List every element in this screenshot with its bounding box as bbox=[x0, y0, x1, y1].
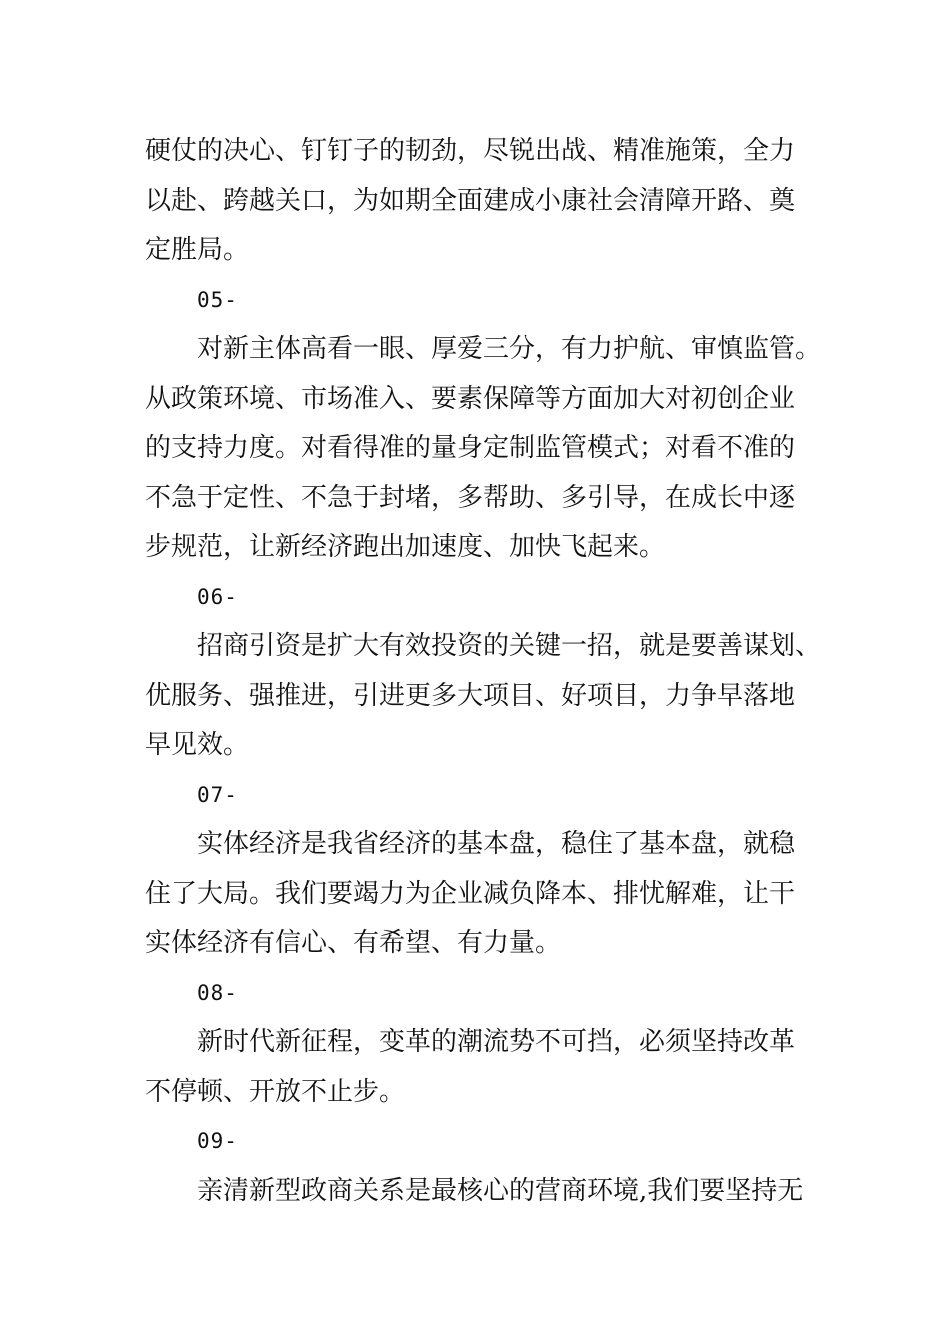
text-line: 硬仗的决心、钉钉子的韧劲，尽锐出战、精准施策，全力 bbox=[145, 136, 796, 166]
section-number: 06- bbox=[197, 584, 238, 609]
section-number: 05- bbox=[197, 287, 238, 312]
section-number: 08- bbox=[197, 980, 238, 1005]
section-number: 09- bbox=[197, 1129, 238, 1153]
text-line: 步规范，让新经济跑出加速度、加快飞起来。 bbox=[145, 532, 666, 562]
text-line: 早见效。 bbox=[145, 730, 250, 760]
text-line: 住了大局。我们要竭力为企业减负降本、排忧解难，让干 bbox=[145, 878, 796, 909]
text-line: 实体经济是我省经济的基本盘，稳住了基本盘，就稳 bbox=[197, 829, 796, 859]
text-line: 从政策环境、市场准入、要素保障等方面加大对初创企业 bbox=[145, 383, 796, 414]
section-number: 07- bbox=[197, 782, 238, 807]
text-line: 实体经济有信心、有希望、有力量。 bbox=[145, 928, 562, 958]
text-line: 对新主体高看一眼、厚爱三分，有力护航、审慎监管。 bbox=[197, 334, 822, 364]
text-line: 优服务、强推进，引进更多大项目、好项目，力争早落地 bbox=[145, 680, 796, 711]
body-text bbox=[145, 127, 835, 1216]
text-line: 不急于定性、不急于封堵，多帮助、多引导，在成长中逐 bbox=[145, 482, 796, 513]
text-line: 以赴、跨越关口，为如期全面建成小康社会清障开路、奠 bbox=[145, 185, 796, 216]
text-line: 新时代新征程，变革的潮流势不可挡，必须坚持改革 bbox=[197, 1027, 796, 1057]
text-line: 的支持力度。对看得准的量身定制监管模式；对看不准的 bbox=[145, 433, 796, 463]
text-line: 招商引资是扩大有效投资的关键一招，就是要善谋划、 bbox=[197, 631, 822, 661]
text-line: 亲清新型政商关系是最核心的营商环境,我们要坚持无 bbox=[197, 1175, 804, 1206]
text-line: 不停顿、开放不止步。 bbox=[145, 1076, 406, 1107]
text-line: 定胜局。 bbox=[145, 235, 250, 265]
